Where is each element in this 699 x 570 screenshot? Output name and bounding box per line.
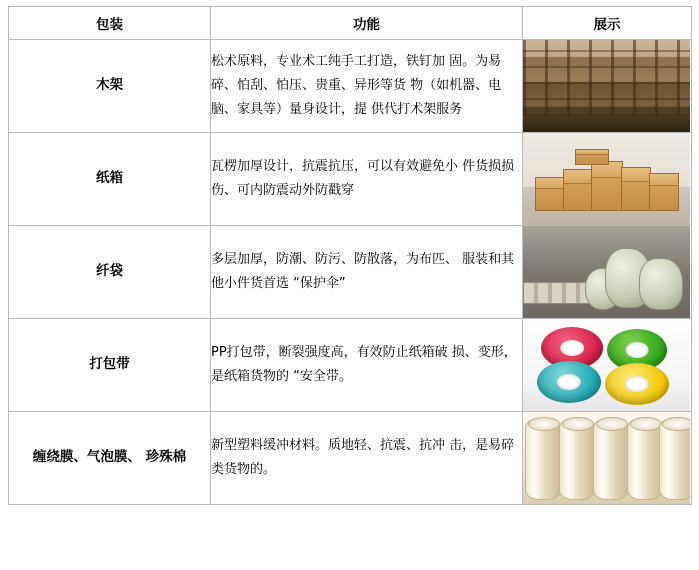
film-roll bbox=[627, 418, 663, 500]
image-frame bbox=[523, 226, 690, 318]
image-frame bbox=[523, 412, 690, 504]
film-roll bbox=[525, 418, 561, 500]
packaging-function: 多层加厚，防潮、防污、防散落，为布匹、 服装和其他小件货首选 “保护伞” bbox=[211, 226, 523, 319]
woven-bags-photo bbox=[523, 226, 690, 318]
woven-bag bbox=[639, 258, 683, 310]
packaging-name: 打包带 bbox=[9, 319, 211, 412]
image-frame bbox=[523, 133, 690, 225]
packaging-function: 松术原料，专业术工纯手工打造，铁钉加 固。为易碎、怕刮、怕压、贵重、异形等货 物（如机器、电脑、家具等）量身设计，提 供代打术架服务 bbox=[211, 40, 523, 133]
carton-boxes-photo bbox=[523, 133, 690, 225]
column-header-function: 功能 bbox=[211, 7, 523, 40]
packaging-function: 瓦楞加厚设计，抗震抗压，可以有效避免小 件货损损伤、可内防震动外防戳穿 bbox=[211, 133, 523, 226]
table-row bbox=[9, 226, 692, 319]
table-row bbox=[9, 40, 692, 133]
packaging-function: PP打包带，断裂强度高，有效防止纸箱破 损、变形，是纸箱货物的 “安全带。 bbox=[211, 319, 523, 412]
packaging-image-cell bbox=[523, 226, 692, 319]
packaging-name: 缠绕膜、气泡膜、 珍殊棉 bbox=[9, 412, 211, 505]
packaging-image-cell bbox=[523, 133, 692, 226]
packaging-image-cell bbox=[523, 319, 692, 412]
packaging-name: 纤袋 bbox=[9, 226, 211, 319]
packaging-table bbox=[8, 6, 692, 505]
table-row bbox=[9, 319, 692, 412]
packaging-image-cell bbox=[523, 40, 692, 133]
carton-box bbox=[575, 149, 609, 165]
packaging-name: 木架 bbox=[9, 40, 211, 133]
carton-box bbox=[649, 173, 679, 211]
table-row bbox=[9, 412, 692, 505]
carton-box bbox=[535, 177, 565, 211]
packaging-name: 纸箱 bbox=[9, 133, 211, 226]
table-header-row bbox=[9, 7, 692, 40]
film-roll bbox=[559, 418, 595, 500]
carton-box bbox=[591, 161, 623, 211]
column-header-display: 展示 bbox=[523, 7, 692, 40]
pp-strapping-rolls-photo bbox=[523, 319, 690, 411]
column-header-packaging: 包装 bbox=[9, 7, 211, 40]
packaging-image-cell bbox=[523, 412, 692, 505]
carton-box bbox=[563, 169, 593, 211]
carton-box bbox=[621, 167, 651, 211]
film-roll bbox=[593, 418, 629, 500]
table-row bbox=[9, 133, 692, 226]
film-roll bbox=[659, 418, 690, 500]
strapping-roll-yellow bbox=[605, 363, 669, 405]
image-frame bbox=[523, 40, 690, 132]
stretch-film-rolls-photo bbox=[523, 412, 690, 504]
image-frame bbox=[523, 319, 690, 411]
strapping-roll-blue bbox=[537, 361, 601, 403]
wooden-crate-photo bbox=[523, 40, 690, 132]
packaging-function: 新型塑料缓冲材料。质地轻、抗震、抗冲 击，是易碎类货物的。 bbox=[211, 412, 523, 505]
